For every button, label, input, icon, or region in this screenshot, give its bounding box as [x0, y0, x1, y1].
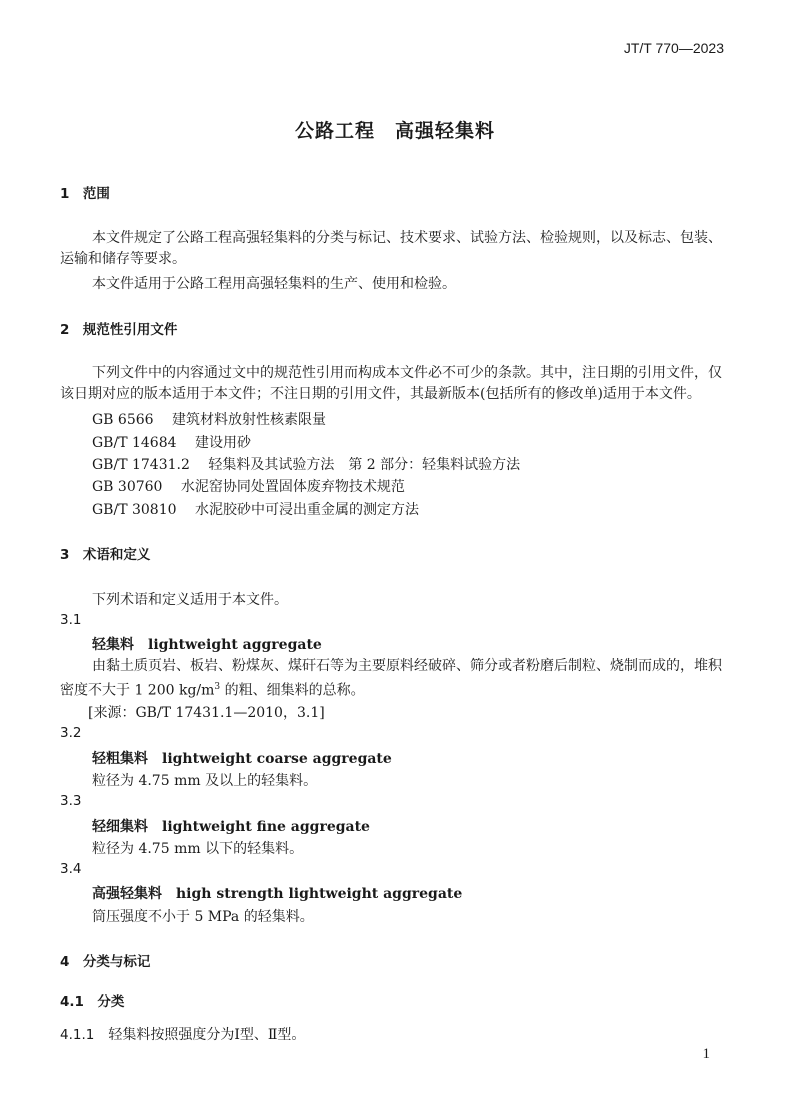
subsection-heading: 4.1 分类 — [60, 994, 125, 1010]
term-heading: 高强轻集料 high strength lightweight aggregate — [92, 886, 463, 902]
section-4-heading: 4 分类与标记 — [60, 954, 151, 970]
section-1-paragraph-2: 本文件适用于公路工程用高强轻集料的生产、使用和检验。 — [92, 276, 456, 292]
reference-item: GB 6566 建筑材料放射性核素限量 — [92, 412, 327, 428]
term-heading: 轻集料 lightweight aggregate — [92, 637, 322, 653]
section-1-paragraph-1: 本文件规定了公路工程高强轻集料的分类与标记、技术要求、试验方法、检验规则，以及标志、包装、运输和储存等要求。 — [60, 230, 722, 267]
section-2-paragraph: 下列文件中的内容通过文中的规范性引用而构成本文件必不可少的条款。其中，注日期的引用文件，仅该日期对应的版本适用于本文件；不注日期的引用文件，其最新版本(包括所有的修改单)适用于本文件。 — [60, 365, 722, 402]
term-number: 3.3 — [60, 793, 82, 809]
section-2-heading: 2 规范性引用文件 — [60, 322, 178, 338]
page-title: 公路工程 高强轻集料 — [294, 120, 495, 142]
term-number: 3.2 — [60, 725, 82, 741]
section-1-heading: 1 范围 — [60, 186, 110, 202]
reference-item: GB 30760 水泥窑协同处置固体废弃物技术规范 — [92, 479, 405, 495]
section-3-intro: 下列术语和定义适用于本文件。 — [92, 592, 288, 608]
term-definition: 粒径为 4.75 mm 以下的轻集料。 — [92, 841, 304, 857]
term-number: 3.4 — [60, 861, 82, 877]
reference-item: GB/T 17431.2 轻集料及其试验方法 第 2 部分：轻集料试验方法 — [92, 457, 521, 473]
term-heading: 轻细集料 lightweight fine aggregate — [92, 819, 370, 835]
term-definition: 由黏土质页岩、板岩、粉煤灰、煤矸石等为主要原料经破碎、筛分或者粉磨后制粒、烧制而成的，堆积密度不大于 1 200 $kg/m^3$ 的粗、细集料的总称。 — [60, 658, 722, 699]
term-definition: 筒压强度不小于 5 MPa 的轻集料。 — [92, 909, 314, 925]
term-heading: 轻粗集料 lightweight coarse aggregate — [92, 751, 392, 767]
clause: 4.1.1 轻集料按照强度分为Ⅰ型、Ⅱ型。 — [60, 1027, 306, 1043]
reference-item: GB/T 30810 水泥胶砂中可浸出重金属的测定方法 — [92, 502, 419, 518]
term-definition: 粒径为 4.75 mm 及以上的轻集料。 — [92, 773, 318, 789]
doc-number: JT/T 770—2023 — [623, 40, 724, 56]
term-number: 3.1 — [60, 612, 82, 628]
term-source: [来源：GB/T 17431.1—2010，3.1] — [88, 705, 325, 721]
reference-item: GB/T 14684 建设用砂 — [92, 435, 251, 451]
section-3-heading: 3 术语和定义 — [60, 547, 151, 563]
page-number: 1 — [702, 1046, 710, 1062]
